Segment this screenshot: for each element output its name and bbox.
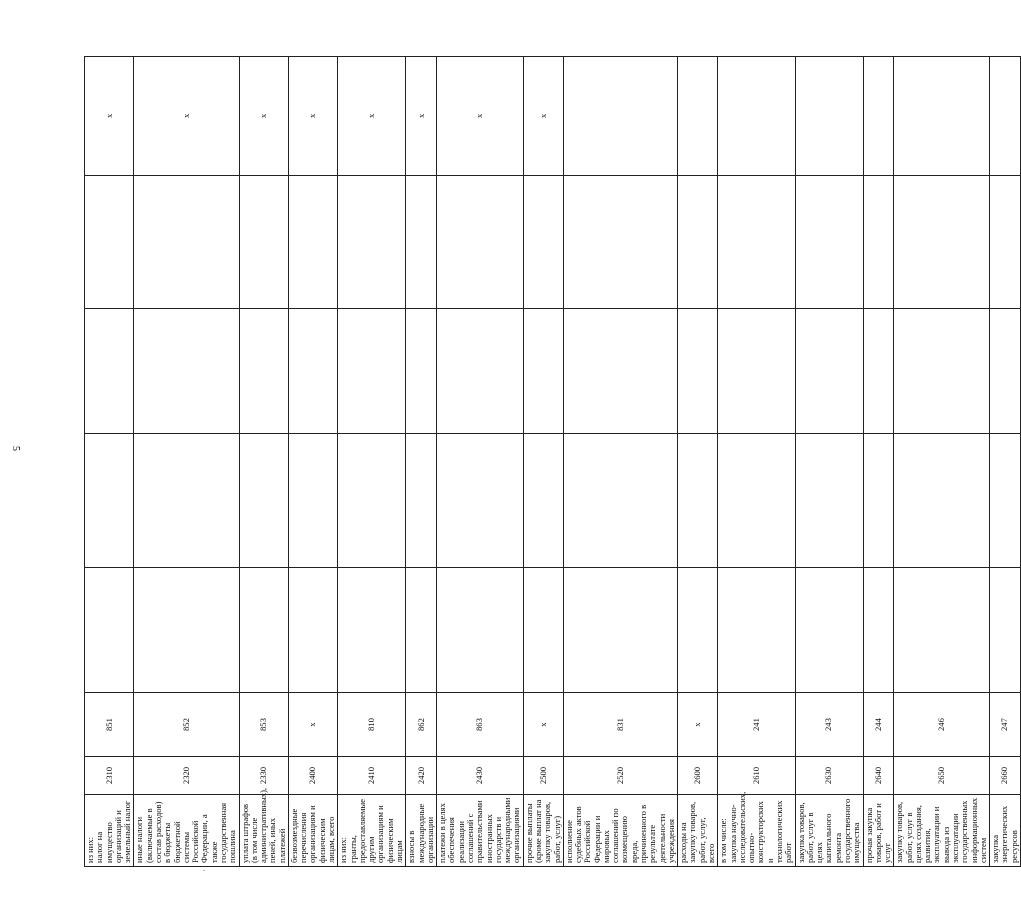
col-8-cell: x: [338, 57, 406, 176]
table-row: [338, 57, 406, 867]
col-8-cell: [563, 57, 677, 176]
expense-table: [84, 56, 1021, 867]
kbk-code-cell: 862: [406, 693, 437, 756]
line-code-cell: 2640: [863, 756, 894, 794]
col-5-cell: [990, 434, 1021, 568]
table-row: [85, 57, 134, 867]
col-7-cell: [437, 175, 524, 309]
col-7-cell: [85, 175, 134, 309]
table-body: [85, 57, 1021, 867]
col-5-cell: [863, 434, 894, 568]
col-8-cell: [678, 57, 718, 176]
col-8-cell: [863, 57, 894, 176]
description-cell: из них: гранты, предоставляемые другим организациям и физическим лицам: [338, 795, 406, 867]
description-cell: из них: налог на имущество организаций и земельный налог: [85, 795, 134, 867]
col-6-cell: [795, 309, 863, 434]
col-5-cell: [894, 434, 990, 568]
line-code-cell: 2600: [678, 756, 718, 794]
description-cell: закупка товаров, работ, услуг в целях капитального ремонта государственного имущества: [795, 795, 863, 867]
col-7-cell: [795, 175, 863, 309]
col-8-cell: x: [134, 57, 239, 176]
col-8-cell: [894, 57, 990, 176]
col-4-cell: [563, 568, 677, 693]
col-4-cell: [990, 568, 1021, 693]
col-7-cell: [523, 175, 563, 309]
description-cell: прочие выплаты (кроме выплат на закупку товаров, работ, услуг): [523, 795, 563, 867]
col-7-cell: [718, 175, 795, 309]
kbk-code-cell: 244: [863, 693, 894, 756]
col-8-cell: x: [85, 57, 134, 176]
kbk-code-cell: x: [288, 693, 337, 756]
col-4-cell: [239, 568, 288, 693]
table-row: [239, 57, 288, 867]
col-6-cell: [678, 309, 718, 434]
description-cell: безвозмездные перечисления организациям и физическим лицам, всего: [288, 795, 337, 867]
col-5-cell: [406, 434, 437, 568]
table-row: [795, 57, 863, 867]
rotated-table-frame: [84, 56, 1019, 867]
stray-mark: .: [203, 863, 206, 873]
col-6-cell: [863, 309, 894, 434]
description-cell: прочая закупка товаров, работ и услуг: [863, 795, 894, 867]
description-cell: взносы в международные организации: [406, 795, 437, 867]
kbk-code-cell: 247: [990, 693, 1021, 756]
description-cell: закупка энергетических ресурсов: [990, 795, 1021, 867]
kbk-code-cell: 810: [338, 693, 406, 756]
kbk-code-cell: 243: [795, 693, 863, 756]
col-5-cell: [85, 434, 134, 568]
description-cell: в том числе: закупка научно-исследовательских, опытно-конструкторских и технологических работ: [718, 795, 795, 867]
description-cell: иные налоги (включаемые в состав расходов) в бюджеты бюджетной системы Российской Федерации, а также государственная пошлина: [134, 795, 239, 867]
line-code-cell: 2500: [523, 756, 563, 794]
table-row: [894, 57, 990, 867]
col-7-cell: [338, 175, 406, 309]
rotated-table-inner: [84, 56, 1019, 867]
col-4-cell: [718, 568, 795, 693]
col-8-cell: [990, 57, 1021, 176]
col-7-cell: [990, 175, 1021, 309]
col-5-cell: [795, 434, 863, 568]
kbk-code-cell: 241: [718, 693, 795, 756]
line-code-cell: 2320: [134, 756, 239, 794]
kbk-code-cell: 853: [239, 693, 288, 756]
col-6-cell: [523, 309, 563, 434]
table-row: [990, 57, 1021, 867]
col-4-cell: [85, 568, 134, 693]
col-5-cell: [338, 434, 406, 568]
line-code-cell: 2330: [239, 756, 288, 794]
col-6-cell: [134, 309, 239, 434]
line-code-cell: 2520: [563, 756, 677, 794]
line-code-cell: 2660: [990, 756, 1021, 794]
col-7-cell: [563, 175, 677, 309]
col-4-cell: [795, 568, 863, 693]
col-6-cell: [437, 309, 524, 434]
col-5-cell: [134, 434, 239, 568]
col-7-cell: [894, 175, 990, 309]
col-6-cell: [718, 309, 795, 434]
col-7-cell: [288, 175, 337, 309]
page-number: 5: [10, 446, 21, 451]
col-4-cell: [523, 568, 563, 693]
col-8-cell: x: [288, 57, 337, 176]
col-5-cell: [437, 434, 524, 568]
table-row: [406, 57, 437, 867]
line-code-cell: 2400: [288, 756, 337, 794]
table-row: [678, 57, 718, 867]
line-code-cell: 2630: [795, 756, 863, 794]
col-4-cell: [894, 568, 990, 693]
col-7-cell: [239, 175, 288, 309]
col-8-cell: x: [523, 57, 563, 176]
col-8-cell: x: [239, 57, 288, 176]
col-5-cell: [563, 434, 677, 568]
table-row: [718, 57, 795, 867]
col-8-cell: x: [406, 57, 437, 176]
col-4-cell: [288, 568, 337, 693]
col-6-cell: [338, 309, 406, 434]
line-code-cell: 2420: [406, 756, 437, 794]
kbk-code-cell: x: [523, 693, 563, 756]
table-row: [863, 57, 894, 867]
col-7-cell: [863, 175, 894, 309]
col-5-cell: [288, 434, 337, 568]
kbk-code-cell: 831: [563, 693, 677, 756]
table-row: [523, 57, 563, 867]
line-code-cell: 2650: [894, 756, 990, 794]
col-5-cell: [718, 434, 795, 568]
col-6-cell: [563, 309, 677, 434]
col-6-cell: [990, 309, 1021, 434]
kbk-code-cell: 863: [437, 693, 524, 756]
line-code-cell: 2410: [338, 756, 406, 794]
col-6-cell: [406, 309, 437, 434]
line-code-cell: 2430: [437, 756, 524, 794]
description-cell: платежи в целях обеспечения реализации соглашений с правительствами иностранных государств и международными организациями: [437, 795, 524, 867]
col-4-cell: [863, 568, 894, 693]
col-4-cell: [437, 568, 524, 693]
kbk-code-cell: 246: [894, 693, 990, 756]
line-code-cell: 2310: [85, 756, 134, 794]
table-row: [288, 57, 337, 867]
col-6-cell: [288, 309, 337, 434]
description-cell: исполнение судебных актов Российской Федерации и мировых соглашений по возмещению вреда, причиненного в результате деятельности учреждения: [563, 795, 677, 867]
description-cell: уплата штрафов (в том числе административных), пеней, иных платежей: [239, 795, 288, 867]
col-8-cell: [718, 57, 795, 176]
description-cell: расходы на закупку товаров, работ, услуг, всего: [678, 795, 718, 867]
kbk-code-cell: x: [678, 693, 718, 756]
col-8-cell: x: [437, 57, 524, 176]
col-8-cell: [795, 57, 863, 176]
col-4-cell: [134, 568, 239, 693]
col-4-cell: [338, 568, 406, 693]
col-4-cell: [406, 568, 437, 693]
kbk-code-cell: 852: [134, 693, 239, 756]
col-6-cell: [894, 309, 990, 434]
col-6-cell: [85, 309, 134, 434]
table-row: [437, 57, 524, 867]
line-code-cell: 2610: [718, 756, 795, 794]
kbk-code-cell: 851: [85, 693, 134, 756]
col-5-cell: [239, 434, 288, 568]
col-5-cell: [678, 434, 718, 568]
table-row: [563, 57, 677, 867]
col-7-cell: [678, 175, 718, 309]
table-row: [134, 57, 239, 867]
description-cell: закупку товаров, работ, услуг в целях создания, развития, эксплуатации и вывода из эксплуатации государственных информационных систем: [894, 795, 990, 867]
col-6-cell: [239, 309, 288, 434]
col-7-cell: [406, 175, 437, 309]
col-7-cell: [134, 175, 239, 309]
col-5-cell: [523, 434, 563, 568]
col-4-cell: [678, 568, 718, 693]
